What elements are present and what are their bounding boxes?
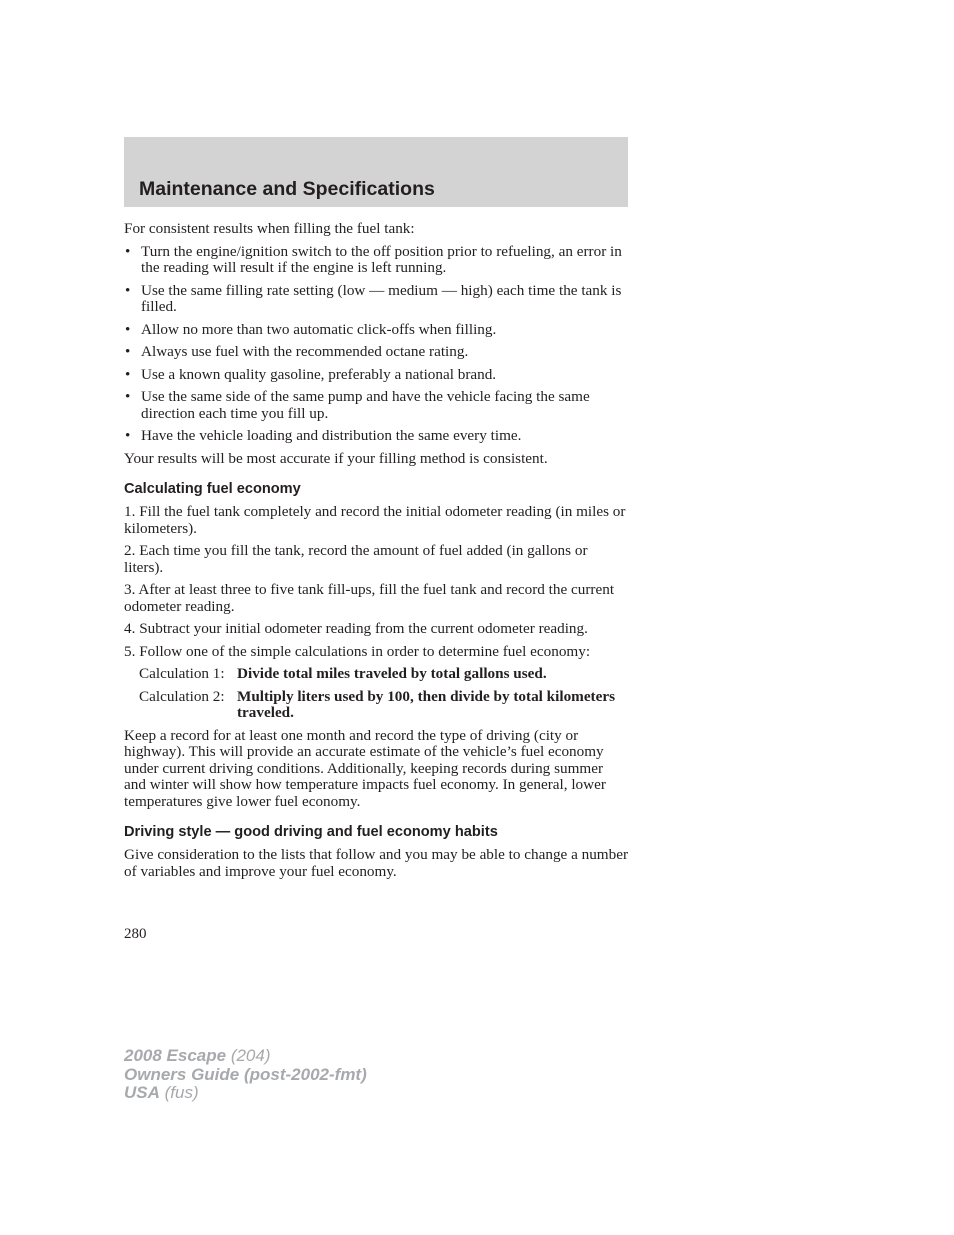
section-title: Maintenance and Specifications [139, 178, 435, 200]
page-number: 280 [124, 926, 147, 942]
calculation-text: Divide total miles traveled by total gallons used. [237, 665, 547, 682]
accuracy-note: Your results will be most accurate if your filling method is consistent. [124, 449, 548, 467]
list-item-text: Use the same filling rate setting (low — medium — high) each time the tank is filled. [141, 281, 622, 315]
bullet-icon: • [125, 242, 131, 260]
list-item-text: Have the vehicle loading and distribution the same every time. [141, 427, 522, 444]
step-2: 2. Each time you fill the tank, record the amount of fuel added (in gallons or liters). [124, 542, 588, 576]
list-item [124, 367, 628, 384]
footer-line-1 [124, 1047, 367, 1066]
list-item [124, 244, 628, 277]
footer-market-code: (fus) [159, 1083, 199, 1102]
fueling-tips-list [124, 244, 628, 445]
list-item [124, 283, 628, 316]
driving-style-heading: Driving style — good driving and fuel economy habits [124, 824, 498, 840]
record-note: Keep a record for at least one month and record the type of driving (city or highway). This will provide an accurate estimate of the vehicle’s fuel economy under current driving conditions. Additionally, keeping records during summer and winter will show how temperature impacts fuel economy. In general, lower temperatures give lower fuel economy. [124, 726, 606, 810]
section-header-band [124, 137, 628, 207]
bullet-icon: • [125, 365, 131, 383]
bullet-icon: • [125, 343, 131, 360]
footer-market: USA [124, 1083, 160, 1102]
intro-text: For consistent results when filling the fuel tank: [124, 220, 415, 237]
document-footer [124, 1047, 367, 1103]
step-4: 4. Subtract your initial odometer reading from the current odometer reading. [124, 620, 588, 637]
step-3: 3. After at least three to five tank fill-ups, fill the fuel tank and record the current odometer reading. [124, 581, 615, 615]
footer-model-code: (204) [226, 1046, 271, 1065]
calculation-label: Calculation 2: [139, 687, 225, 705]
footer-model: 2008 Escape [124, 1046, 227, 1065]
step-1: 1. Fill the fuel tank completely and record the initial odometer reading (in miles or kilometers). [124, 503, 626, 537]
bullet-icon: • [125, 388, 131, 405]
bullet-icon: • [125, 281, 131, 299]
list-item-text: Turn the engine/ignition switch to the off position prior to refueling, an error in the reading will result if the engine is left running. [141, 242, 622, 276]
list-item [124, 428, 628, 445]
page-content [124, 221, 628, 886]
list-item-text: Use the same side of the same pump and have the vehicle facing the same direction each time you fill up. [141, 388, 590, 422]
list-item-text: Always use fuel with the recommended octane rating. [141, 343, 469, 360]
calculating-fuel-economy-heading: Calculating fuel economy [124, 481, 301, 497]
footer-line-2: Owners Guide (post-2002-fmt) [124, 1064, 367, 1084]
step-5: 5. Follow one of the simple calculations in order to determine fuel economy: [124, 642, 591, 660]
list-item [124, 344, 628, 361]
list-item [124, 389, 628, 422]
calculation-text: Multiply liters used by 100, then divide by total kilometers traveled. [237, 687, 616, 721]
calculation-1 [139, 666, 628, 683]
footer-line-3 [124, 1084, 367, 1103]
list-item [124, 322, 628, 339]
bullet-icon: • [125, 320, 131, 338]
list-item-text: Allow no more than two automatic click-offs when filling. [141, 320, 497, 338]
bullet-icon: • [125, 427, 131, 444]
list-item-text: Use a known quality gasoline, preferably a national brand. [141, 365, 497, 383]
calculation-label: Calculation 1: [139, 665, 225, 682]
driving-style-text: Give consideration to the lists that follow and you may be able to change a number of variables and improve your fuel economy. [124, 846, 629, 880]
calculation-2 [139, 689, 628, 722]
